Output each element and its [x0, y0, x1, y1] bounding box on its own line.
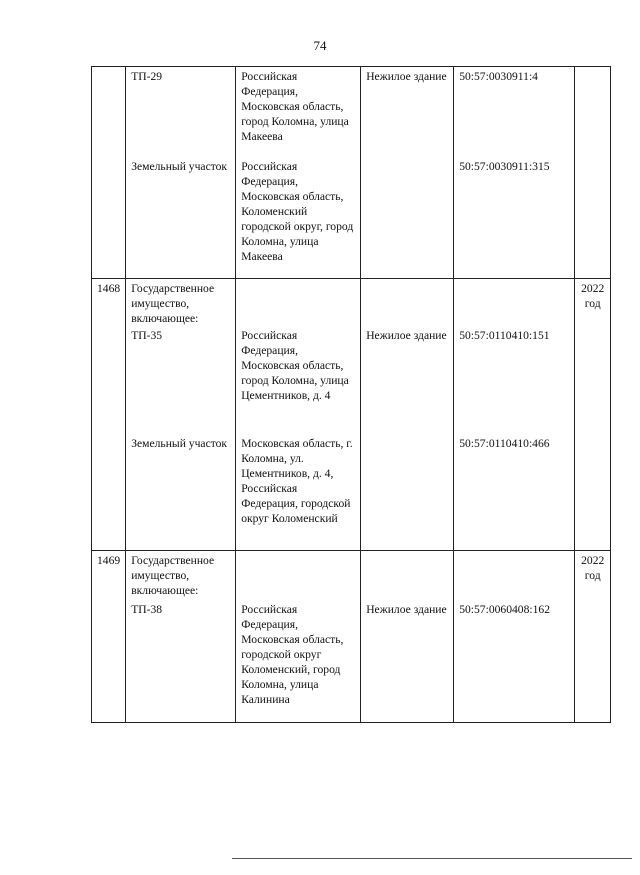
row-number [92, 157, 126, 279]
page-number: 74 [313, 38, 327, 53]
row-number [92, 434, 126, 550]
cadastral-number: 50:57:0030911:4 [454, 67, 575, 157]
object-name: ТП-38 [126, 600, 236, 722]
object-type [361, 279, 454, 327]
object-type: Нежилое здание [361, 600, 454, 722]
object-address: Российская Федерация, Московская область, городской округ Коломенский, город Коломна, улица Калинина [236, 600, 361, 722]
row-number [92, 67, 126, 157]
row-number [92, 326, 126, 434]
object-address: Российская Федерация, Московская область, город Коломна, улица Макеева [236, 67, 361, 157]
object-name: Государственное имущество, включающее: [126, 550, 236, 600]
row-number: 1469 [92, 550, 126, 600]
object-name: Земельный участок [126, 157, 236, 279]
object-type: Нежилое здание [361, 326, 454, 434]
transfer-year [575, 67, 611, 157]
table-row [92, 600, 611, 722]
object-address: Российская Федерация, Московская область, город Коломна, улица Цементников, д. 4 [236, 326, 361, 434]
cadastral-number [454, 279, 575, 327]
transfer-year: 2022 год [575, 550, 611, 600]
object-address: Российская Федерация, Московская область, Коломенский городской округ, город Коломна, улица Макеева [236, 157, 361, 279]
object-address [236, 279, 361, 327]
object-name: ТП-35 [126, 326, 236, 434]
row-number [92, 600, 126, 722]
transfer-year: 2022 год [575, 279, 611, 327]
object-address [236, 550, 361, 600]
table-row [92, 279, 611, 327]
table-row [92, 67, 611, 157]
cadastral-number: 50:57:0030911:315 [454, 157, 575, 279]
table-row [92, 326, 611, 434]
cadastral-number: 50:57:0110410:466 [454, 434, 575, 550]
object-address: Московская область, г. Коломна, ул. Цементников, д. 4, Российская Федерация, городской округ Коломенский [236, 434, 361, 550]
transfer-year [575, 157, 611, 279]
transfer-year [575, 434, 611, 550]
object-type [361, 434, 454, 550]
row-number: 1468 [92, 279, 126, 327]
table-row [92, 157, 611, 279]
cadastral-number: 50:57:0110410:151 [454, 326, 575, 434]
property-table [91, 66, 611, 723]
table-row [92, 434, 611, 550]
cadastral-number: 50:57:0060408:162 [454, 600, 575, 722]
cadastral-number [454, 550, 575, 600]
object-type [361, 550, 454, 600]
object-name: ТП-29 [126, 67, 236, 157]
object-type: Нежилое здание [361, 67, 454, 157]
object-name: Земельный участок [126, 434, 236, 550]
object-name: Государственное имущество, включающее: [126, 279, 236, 327]
footer-divider [232, 858, 632, 859]
table-row [92, 550, 611, 600]
transfer-year [575, 600, 611, 722]
transfer-year [575, 326, 611, 434]
object-type [361, 157, 454, 279]
